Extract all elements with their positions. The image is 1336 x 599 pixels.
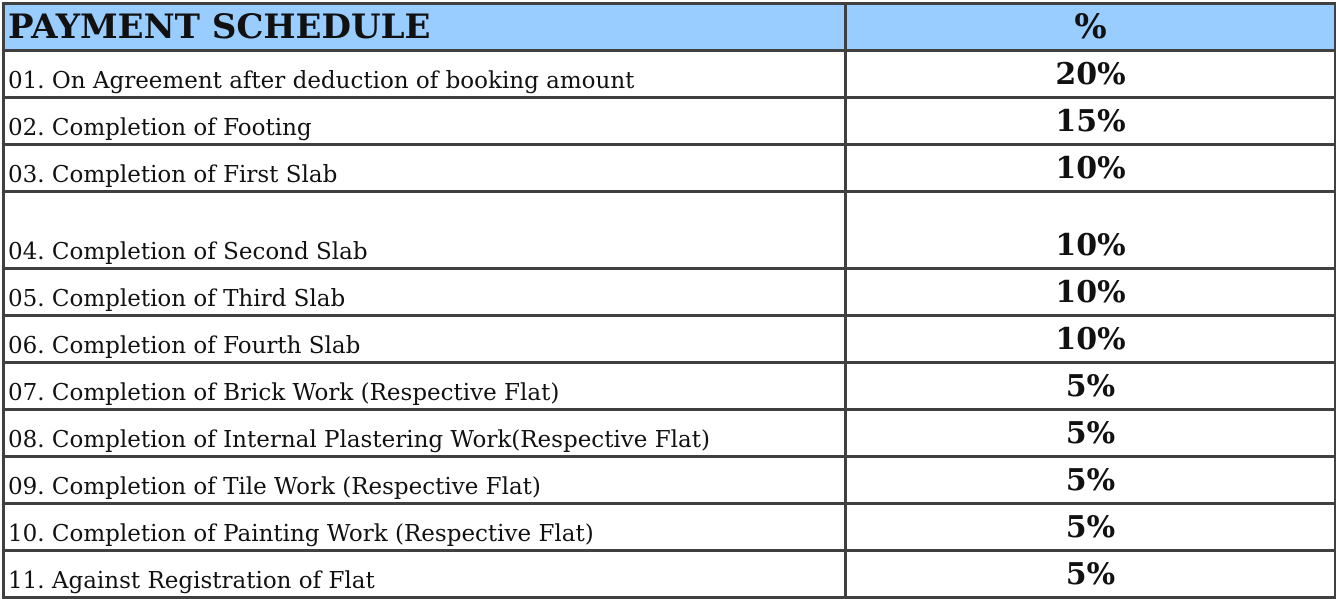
row-description: 11. Against Registration of Flat: [4, 551, 846, 598]
payment-schedule-table: [2, 2, 1336, 599]
table-row: [4, 269, 1336, 316]
row-percent: 15%: [846, 98, 1336, 145]
table-row: [4, 192, 1336, 269]
row-percent: 5%: [846, 551, 1336, 598]
table-row: [4, 410, 1336, 457]
row-description: 02. Completion of Footing: [4, 98, 846, 145]
table-row: [4, 551, 1336, 598]
table-row: [4, 316, 1336, 363]
row-description: 10. Completion of Painting Work (Respective Flat): [4, 504, 846, 551]
table-row: [4, 98, 1336, 145]
table-header: [4, 4, 1336, 51]
row-percent: 5%: [846, 504, 1336, 551]
row-percent: 5%: [846, 457, 1336, 504]
header-payment-schedule: PAYMENT SCHEDULE: [4, 4, 846, 51]
row-description: 07. Completion of Brick Work (Respective Flat): [4, 363, 846, 410]
row-percent: 10%: [846, 145, 1336, 192]
table-row: [4, 504, 1336, 551]
header-percent: %: [846, 4, 1336, 51]
row-percent: 10%: [846, 316, 1336, 363]
table-row: [4, 363, 1336, 410]
row-description: 09. Completion of Tile Work (Respective Flat): [4, 457, 846, 504]
row-percent: 10%: [846, 269, 1336, 316]
row-description: 03. Completion of First Slab: [4, 145, 846, 192]
table-row: [4, 457, 1336, 504]
row-percent: 5%: [846, 410, 1336, 457]
row-description: 06. Completion of Fourth Slab: [4, 316, 846, 363]
row-description: 04. Completion of Second Slab: [4, 192, 846, 269]
header-row: [4, 4, 1336, 51]
row-description: 05. Completion of Third Slab: [4, 269, 846, 316]
row-percent: 20%: [846, 51, 1336, 98]
row-description: 08. Completion of Internal Plastering Work(Respective Flat): [4, 410, 846, 457]
row-percent: 5%: [846, 363, 1336, 410]
row-percent: 10%: [846, 192, 1336, 269]
table-row: [4, 145, 1336, 192]
table-body: [4, 51, 1336, 598]
row-description: 01. On Agreement after deduction of booking amount: [4, 51, 846, 98]
table-row: [4, 51, 1336, 98]
